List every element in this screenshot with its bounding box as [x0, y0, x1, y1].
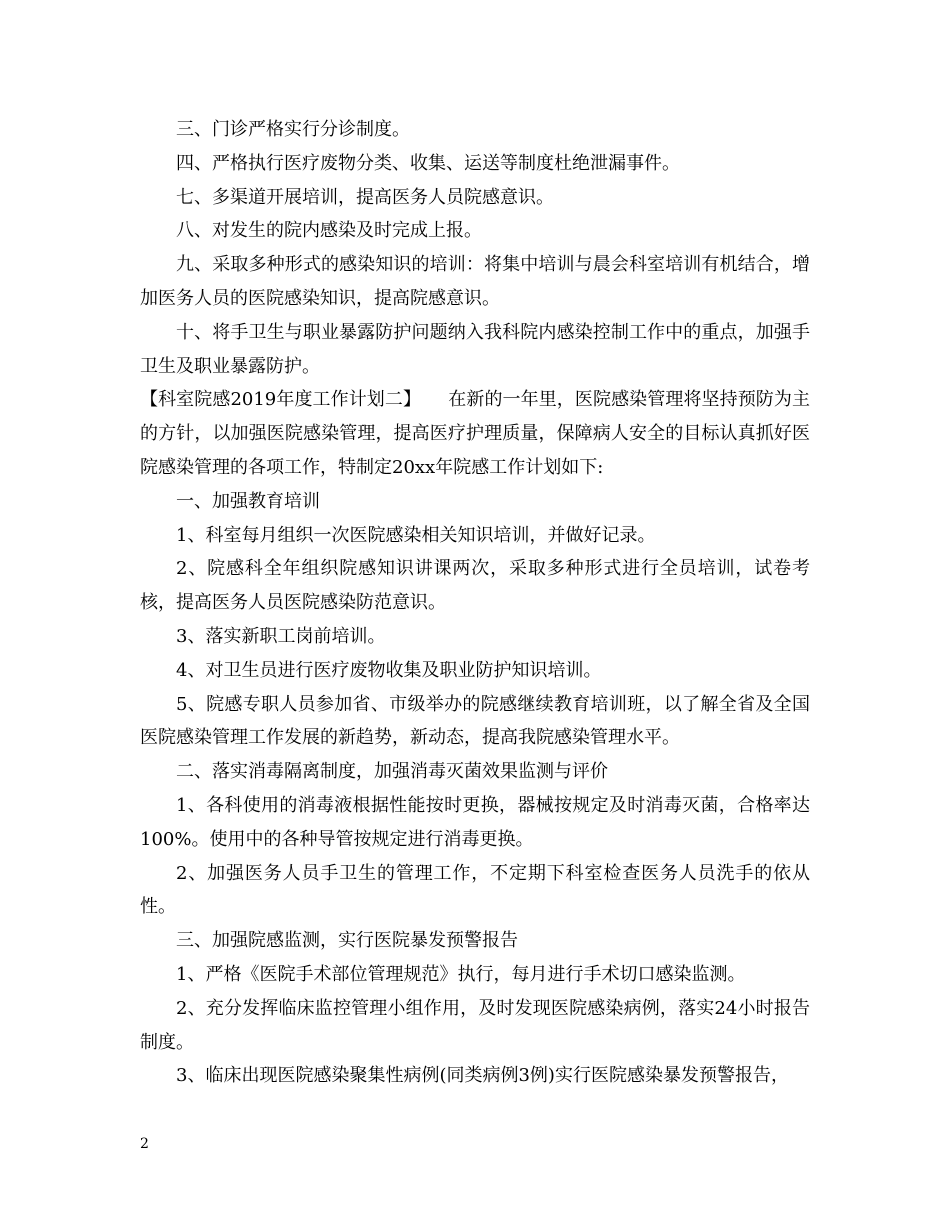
section-heading-disinfection: 二、落实消毒隔离制度，加强消毒灭菌效果监测与评价 — [176, 761, 608, 783]
document-body — [140, 113, 810, 1093]
section-heading-education: 一、加强教育培训 — [176, 490, 320, 512]
paragraph-knowledge-training: 九、采取多种形式的感染知识的培训：将集中培训与晨会科室培训有机结合，增加医务人员的医院感染知识，提高院感意识。 — [140, 254, 810, 309]
list-item-monthly-training: 1、科室每月组织一次医院感染相关知识培训，并做好记录。 — [176, 524, 656, 546]
list-item-handwashing-compliance: 2、加强医务人员手卫生的管理工作，不定期下科室检查医务人员洗手的依从性。 — [140, 862, 810, 918]
section-heading-monitoring: 三、加强院感监测，实行医院暴发预警报告 — [176, 930, 518, 952]
list-item-new-staff-training: 3、落实新职工岗前培训。 — [176, 625, 386, 647]
paragraph-multi-channel-training: 七、多渠道开展培训，提高医务人员院感意识。 — [176, 186, 554, 208]
list-item-surgical-site-monitoring: 1、严格《医院手术部位管理规范》执行，每月进行手术切口感染监测。 — [176, 963, 746, 985]
list-item-continuing-education: 5、院感专职人员参加省、市级举办的院感继续教育培训班，以了解全省及全国医院感染管理工作发展的新趋势，新动态，提高我院感染管理水平。 — [140, 693, 810, 749]
list-item-annual-lectures: 2、院感科全年组织院感知识讲课两次，采取多种形式进行全员培训，试卷考核，提高医务人员医院感染防范意识。 — [140, 558, 810, 614]
list-item-outbreak-warning: 3、临床出现医院感染聚集性病例(同类病例3例)实行医院感染暴发预警报告， — [176, 1065, 789, 1087]
paragraph-medical-waste: 四、严格执行医疗废物分类、收集、运送等制度杜绝泄漏事件。 — [176, 152, 680, 174]
paragraph-outpatient-triage: 三、门诊严格实行分诊制度。 — [176, 119, 410, 140]
page-number: 2 — [140, 1136, 149, 1152]
list-item-disinfectant-replacement: 1、各科使用的消毒液根据性能按时更换，器械按规定及时消毒灭菌，合格率达100%。使用中的各种导管按规定进行消毒更换。 — [140, 794, 810, 850]
paragraph-plan-two-intro: 【科室院感2019年度工作计划二】 在新的一年里，医院感染管理将坚持预防为主的方针，以加强医院感染管理，提高医疗护理质量，保障病人安全的目标认真抓好医院感染管理的各项工作，特制定20xx年院感工作计划如下: — [140, 389, 810, 478]
list-item-cleaner-training: 4、对卫生员进行医疗废物收集及职业防护知识培训。 — [176, 659, 602, 681]
list-item-clinical-monitoring-group: 2、充分发挥临床监控管理小组作用，及时发现医院感染病例，落实24小时报告制度。 — [140, 997, 810, 1053]
paragraph-hand-hygiene: 十、将手卫生与职业暴露防护问题纳入我科院内感染控制工作中的重点，加强手卫生及职业暴露防护。 — [140, 321, 810, 377]
paragraph-infection-reporting: 八、对发生的院内感染及时完成上报。 — [176, 220, 482, 242]
